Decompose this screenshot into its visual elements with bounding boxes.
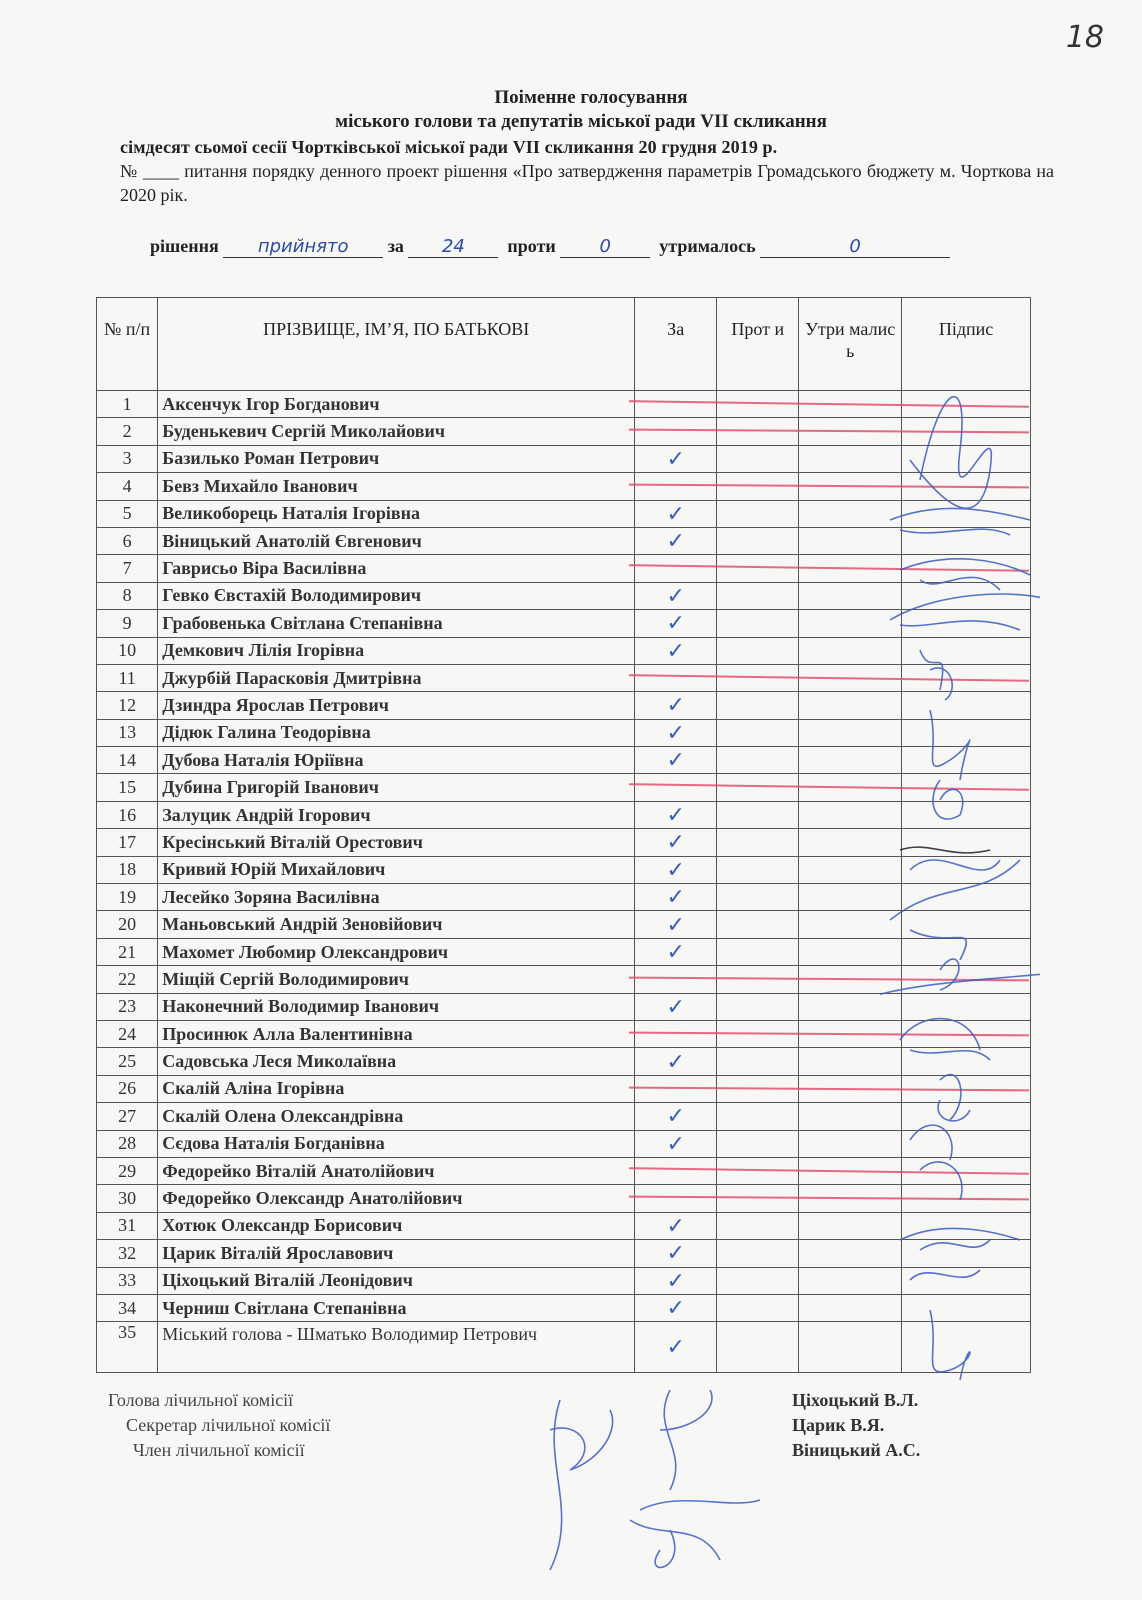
check-mark-icon: ✓ [666,720,685,746]
signature-mark [890,594,1040,630]
vote-for-cell [635,692,717,719]
check-mark-icon: ✓ [666,830,685,856]
deputy-name: Міський голова - Шматько Володимир Петрович [158,1322,635,1373]
row-number: 34 [97,1294,158,1321]
intro [120,135,1054,207]
vote-against-cell [717,555,799,582]
row-number: 12 [97,692,158,719]
signature-mark [900,1019,990,1060]
row-number: 14 [97,747,158,774]
check-mark-icon: ✓ [666,638,685,664]
row-number: 6 [97,527,158,554]
deputy-name: Кривий Юрій Михайлович [158,856,635,883]
vote-for-cell [635,1240,717,1267]
against-label: проти [507,236,556,256]
check-mark-icon: ✓ [666,501,685,527]
vote-against-cell [717,829,799,856]
title-line-2: міського голови та депутатів міської ради VII скликання [335,111,827,132]
vote-for-cell [635,582,717,609]
vote-for-cell [635,637,717,664]
row-number: 4 [97,473,158,500]
vote-against-cell [717,1240,799,1267]
row-number: 28 [97,1130,158,1157]
check-mark-icon: ✓ [666,940,685,965]
vote-against-cell [717,610,799,637]
decision-value: прийнято [223,236,383,258]
decision-line [150,236,1030,258]
deputy-name: Махомет Любомир Олександрович [158,938,635,965]
vote-against-cell [717,692,799,719]
vote-against-cell [717,1048,799,1075]
vote-against-cell [717,801,799,828]
row-number: 23 [97,993,158,1020]
vote-for-cell [635,1322,717,1373]
vote-against-cell [717,774,799,801]
row-number: 13 [97,719,158,746]
row-number: 17 [97,829,158,856]
check-mark-icon: ✓ [666,1268,685,1294]
deputy-name: Дзиндра Ярослав Петрович [158,692,635,719]
header-against: Прот и [717,298,799,391]
vote-for-cell [635,1048,717,1075]
for-count: 24 [408,236,498,258]
signature-mark [920,650,952,700]
for-label: за [387,236,404,256]
header-for: За [635,298,717,391]
deputy-name: Царик Віталій Ярославович [158,1240,635,1267]
deputy-name: Маньовський Андрій Зеновійович [158,911,635,938]
row-number: 11 [97,664,158,691]
vote-for-cell [635,1185,717,1212]
vote-for-cell [635,856,717,883]
vote-for-cell [635,1020,717,1047]
deputy-name: Грабовенька Світлана Степанівна [158,610,635,637]
vote-for-cell [635,747,717,774]
check-mark-icon: ✓ [666,611,685,637]
vote-for-cell [635,938,717,965]
vote-for-cell [635,1103,717,1130]
vote-for-cell [635,966,717,993]
check-mark-icon: ✓ [666,748,685,774]
check-mark-icon: ✓ [666,446,685,472]
vote-for-cell [635,911,717,938]
deputy-name: Буденькевич Сергій Миколайович [158,418,635,445]
counting-commission-labels [108,1388,330,1463]
signature-mark [930,1310,970,1380]
row-number: 8 [97,582,158,609]
vote-for-cell [635,555,717,582]
deputy-name: Бевз Михайло Іванович [158,473,635,500]
row-number: 10 [97,637,158,664]
row-number: 20 [97,911,158,938]
vote-for-cell [635,993,717,1020]
check-mark-icon: ✓ [666,693,685,719]
vote-for-cell [635,829,717,856]
deputy-name: Лесейко Зоряна Василівна [158,884,635,911]
secretary-label: Секретар лічильної комісії [126,1415,331,1435]
chair-name: Ціхоцький В.Л. [792,1390,919,1410]
row-number: 16 [97,801,158,828]
vote-against-cell [717,1130,799,1157]
vote-against-cell [717,1103,799,1130]
vote-for-cell [635,801,717,828]
row-number: 35 [97,1322,158,1373]
deputy-name: Гевко Євстахій Володимирович [158,582,635,609]
against-count: 0 [560,236,650,258]
vote-against-cell [717,911,799,938]
vote-for-cell [635,1294,717,1321]
vote-for-cell [635,473,717,500]
member-name: Віницький А.С. [792,1440,921,1460]
vote-for-cell [635,1212,717,1239]
signature-mark [910,397,991,509]
row-number: 33 [97,1267,158,1294]
check-mark-icon: ✓ [666,1104,685,1130]
check-mark-icon: ✓ [666,1213,685,1239]
header-signature: Підпис [902,298,1031,391]
signature-mark [900,1228,1020,1280]
deputy-name: Скалій Олена Олександрівна [158,1103,635,1130]
row-number: 25 [97,1048,158,1075]
vote-for-cell [635,884,717,911]
vote-against-cell [717,993,799,1020]
row-number: 31 [97,1212,158,1239]
row-number: 29 [97,1157,158,1184]
check-mark-icon: ✓ [666,803,685,829]
agenda-item: № ____ питання порядку денного проект рішення «Про затвердження параметрів Громадського бюджету м. Чорткова на 2020 рік. [120,161,1054,205]
row-number: 22 [97,966,158,993]
signature-mark [890,860,1020,920]
row-number: 15 [97,774,158,801]
check-mark-icon: ✓ [666,583,685,609]
vote-against-cell [717,445,799,472]
deputy-name: Дідюк Галина Теодорівна [158,719,635,746]
deputy-name: Наконечний Володимир Іванович [158,993,635,1020]
vote-for-cell [635,445,717,472]
row-number: 30 [97,1185,158,1212]
document-title [0,86,1142,134]
decision-label: рішення [150,236,219,256]
check-mark-icon: ✓ [666,1131,685,1157]
deputy-name: Федорейко Олександр Анатолійович [158,1185,635,1212]
row-number: 5 [97,500,158,527]
deputy-name: Хотюк Олександр Борисович [158,1212,635,1239]
vote-against-cell [717,637,799,664]
vote-for-cell [635,664,717,691]
vote-for-cell [635,610,717,637]
page-number: 18 [1065,20,1104,55]
session-line: сімдесят сьомої сесії Чортківської міської ради VII скликання 20 грудня 2019 р. [120,137,778,157]
header-num: № п/п [97,298,158,391]
deputy-name: Кресінський Віталій Орестович [158,829,635,856]
row-number: 3 [97,445,158,472]
deputy-name: Дубова Наталія Юріївна [158,747,635,774]
member-label: Член лічильної комісії [133,1440,305,1460]
vote-against-cell [717,500,799,527]
signature-mark [550,1400,613,1570]
vote-for-cell [635,1157,717,1184]
signature-mark [933,780,963,819]
signature-mark [930,710,970,780]
deputy-name: Ціхоцький Віталій Леонідович [158,1267,635,1294]
deputy-name: Сєдова Наталія Богданівна [158,1130,635,1157]
row-number: 21 [97,938,158,965]
row-number: 24 [97,1020,158,1047]
vote-for-cell [635,719,717,746]
counting-commission-names [792,1388,920,1463]
row-number: 7 [97,555,158,582]
vote-for-cell [635,1130,717,1157]
signature-scribbles [880,360,1040,1390]
row-number: 1 [97,391,158,418]
deputy-name: Просинюк Алла Валентинівна [158,1020,635,1047]
commission-signatures [520,1370,800,1590]
signature-mark [880,970,1040,1000]
deputy-name: Черниш Світлана Степанівна [158,1294,635,1321]
vote-against-cell [717,856,799,883]
abstained-label: утрималось [659,236,756,256]
row-number: 18 [97,856,158,883]
secretary-name: Царик В.Я. [792,1415,885,1435]
signature-mark [910,1125,962,1200]
deputy-name: Базилько Роман Петрович [158,445,635,472]
vote-against-cell [717,884,799,911]
deputy-name: Скалій Аліна Ігорівна [158,1075,635,1102]
check-mark-icon: ✓ [666,1049,685,1075]
deputy-name: Садовська Леся Миколаївна [158,1048,635,1075]
check-mark-icon: ✓ [666,885,685,911]
deputy-name: Дубина Григорій Іванович [158,774,635,801]
vote-for-cell [635,1267,717,1294]
deputy-name: Федорейко Віталій Анатолійович [158,1157,635,1184]
vote-against-cell [717,1294,799,1321]
title-line-1: Поіменне голосування [494,87,688,108]
row-number: 26 [97,1075,158,1102]
abstained-count: 0 [760,236,950,258]
row-number: 27 [97,1103,158,1130]
check-mark-icon: ✓ [666,912,685,938]
vote-against-cell [717,1212,799,1239]
check-mark-icon: ✓ [666,994,685,1020]
chair-label: Голова лічильної комісії [108,1390,294,1410]
vote-against-cell [717,719,799,746]
deputy-name: Гаврисьо Віра Василівна [158,555,635,582]
deputy-name: Аксенчук Ігор Богданович [158,391,635,418]
signature-mark [630,1520,720,1567]
deputy-name: Залуцик Андрій Ігорович [158,801,635,828]
header-abstained: Утри малис ь [799,298,902,391]
vote-for-cell [635,500,717,527]
vote-for-cell [635,774,717,801]
vote-against-cell [717,582,799,609]
check-mark-icon: ✓ [666,1335,685,1361]
check-mark-icon: ✓ [666,1241,685,1267]
signature-mark [938,1075,970,1121]
vote-for-cell [635,391,717,418]
deputy-name: Великоборець Наталія Ігорівна [158,500,635,527]
row-number: 9 [97,610,158,637]
signature-mark [890,508,1030,535]
row-number: 19 [97,884,158,911]
vote-against-cell [717,527,799,554]
deputy-name: Демкович Лілія Ігорівна [158,637,635,664]
row-number: 2 [97,418,158,445]
signature-mark [900,847,990,853]
header-name: ПРІЗВИЩЕ, ІМ’Я, ПО БАТЬКОВІ [158,298,635,391]
signature-mark [640,1390,760,1510]
vote-against-cell [717,747,799,774]
check-mark-icon: ✓ [666,529,685,555]
signature-mark [900,559,1030,590]
row-number: 32 [97,1240,158,1267]
vote-against-cell [717,1267,799,1294]
vote-against-cell [717,938,799,965]
deputy-name: Віницький Анатолій Євгенович [158,527,635,554]
vote-for-cell [635,418,717,445]
check-mark-icon: ✓ [666,1296,685,1322]
vote-against-cell [717,1322,799,1373]
deputy-name: Джурбій Парасковія Дмитрівна [158,664,635,691]
vote-for-cell [635,527,717,554]
check-mark-icon: ✓ [666,857,685,883]
deputy-name: Міщій Сергій Володимирович [158,966,635,993]
